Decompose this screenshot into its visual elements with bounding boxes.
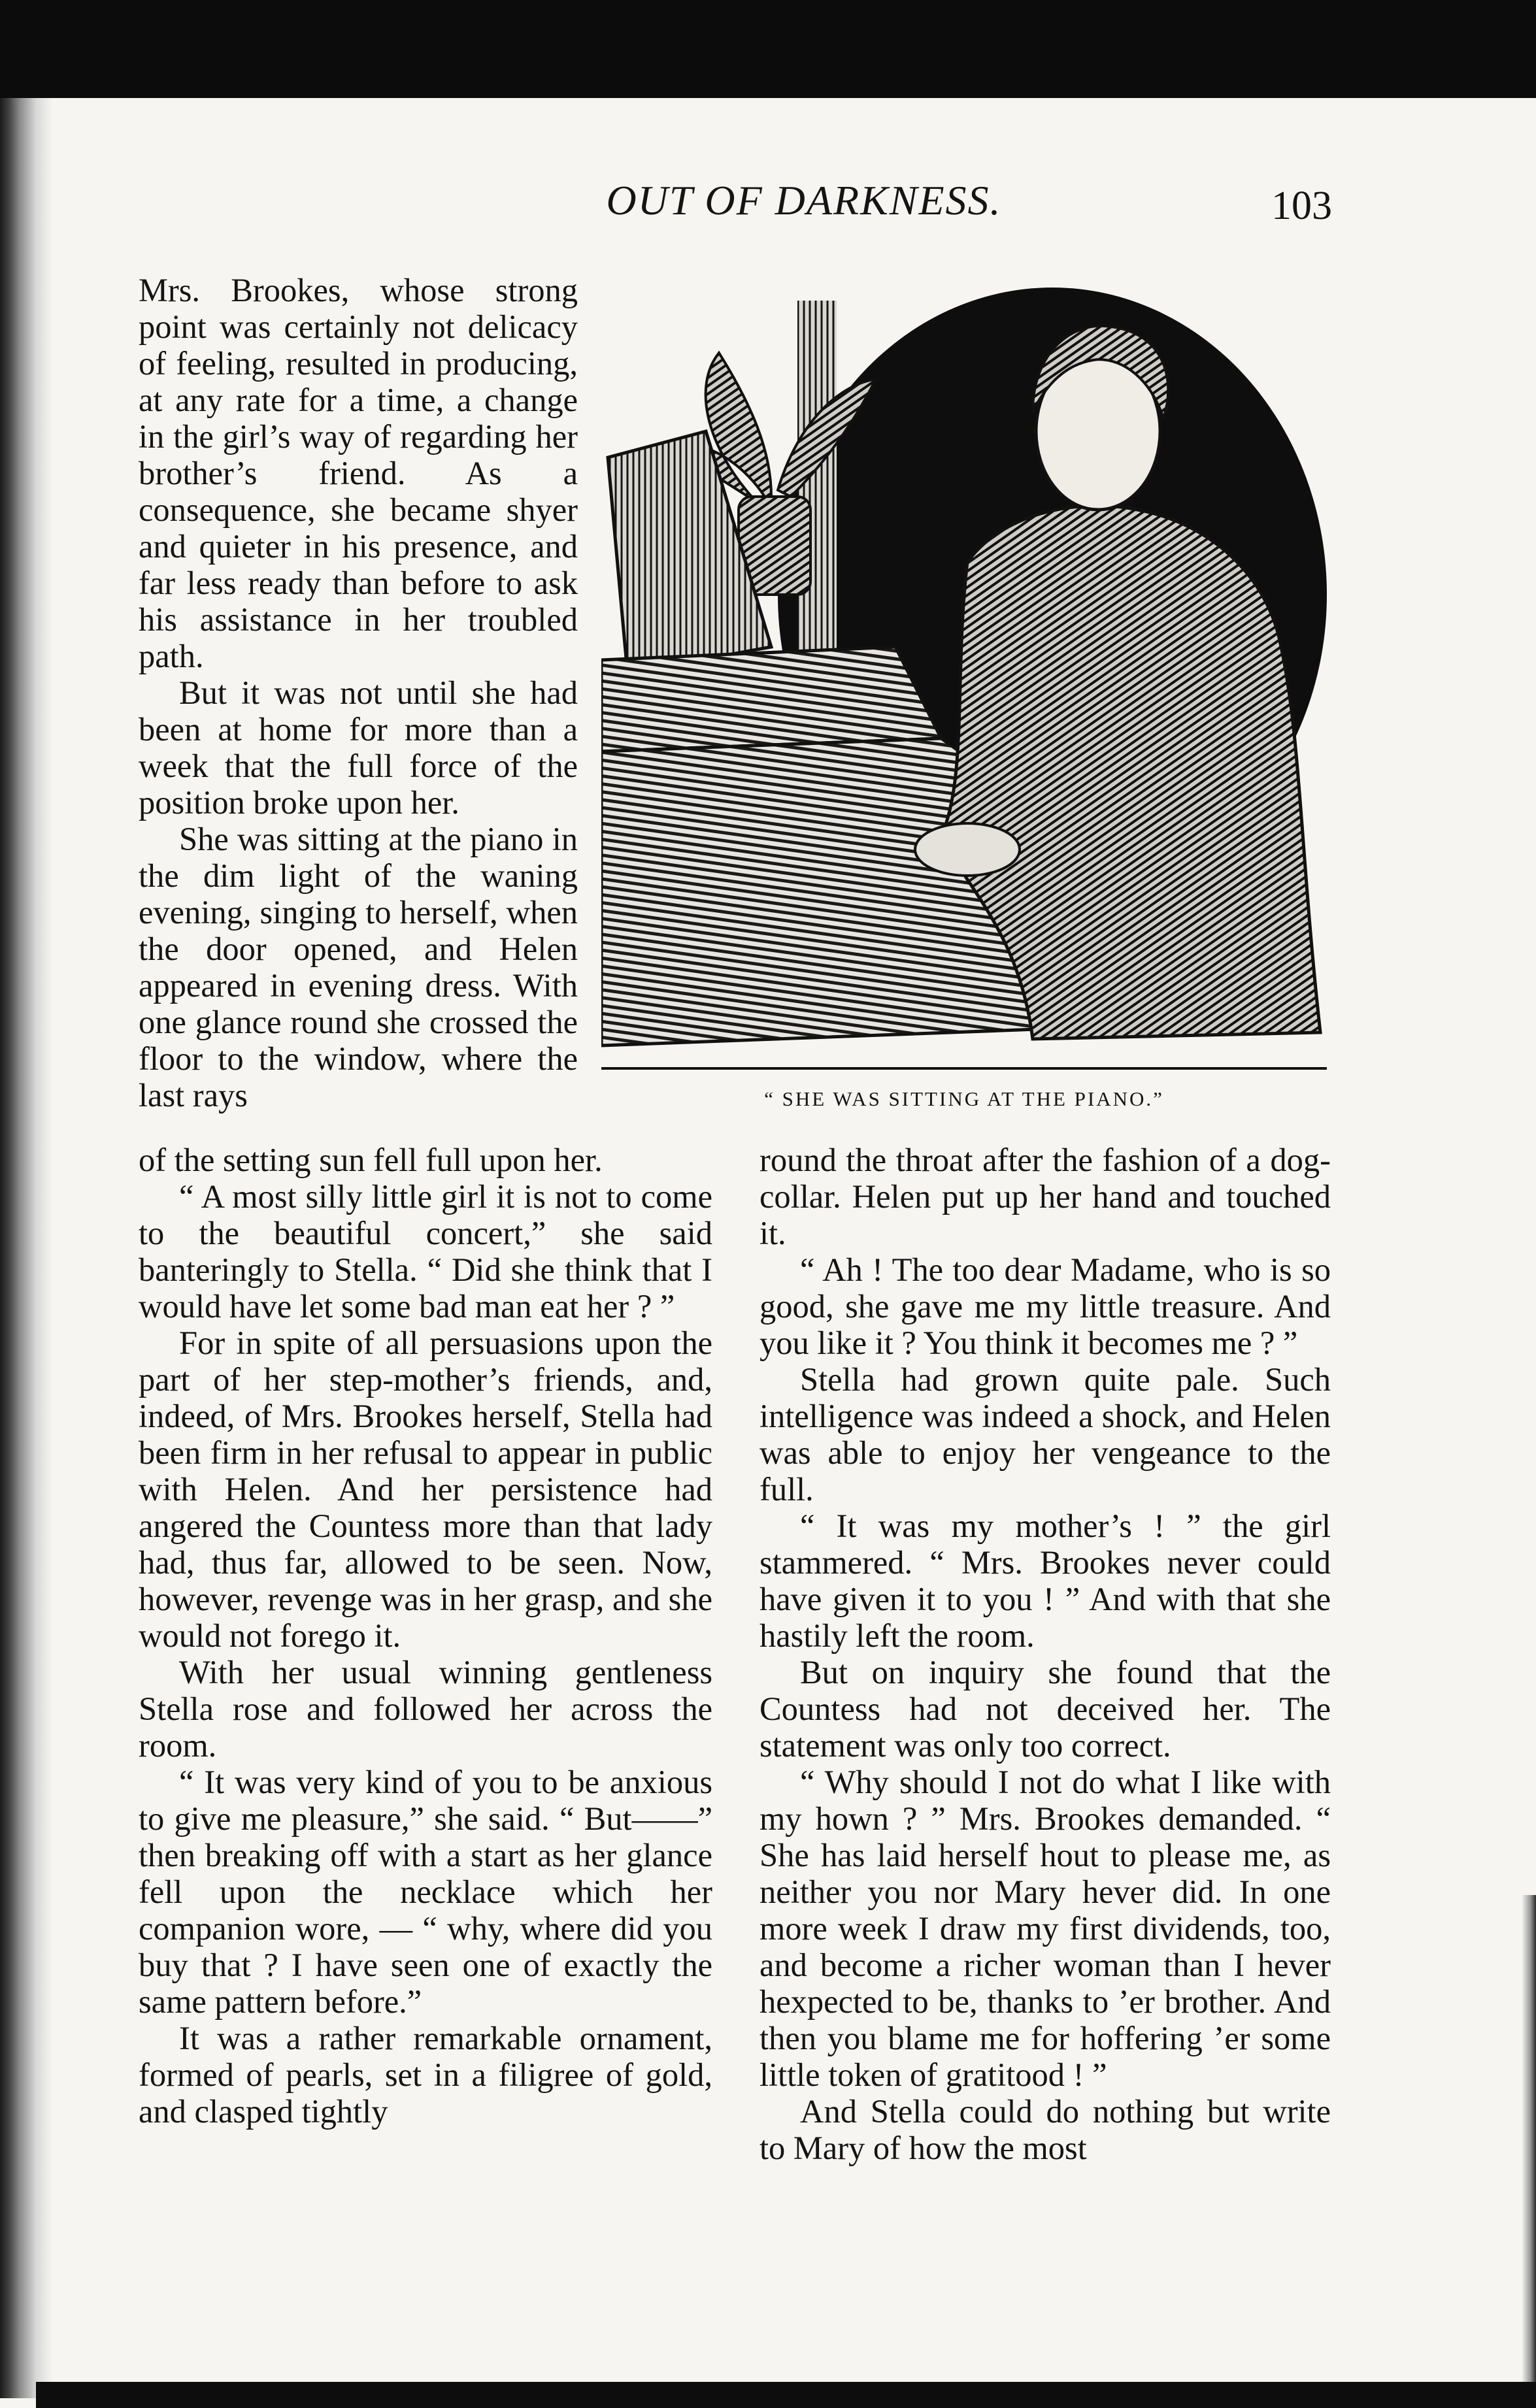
scan-binding-edge [0, 98, 52, 2398]
paragraph: Mrs. Brookes, whose strong point was certainly not delicacy of feeling, resulted in producing, at any rate for a time, a change in the girl’s way of regarding her brother’s friend. As a consequence, she became shyer and quieter in his presence, and far less ready than before to ask his assistance in her troubled path. [139, 272, 578, 674]
paragraph: “ A most silly little girl it is not to come to the beautiful concert,” she said banteringly to Stella. “ Did she think that I would have let some bad man eat her ? ” [139, 1178, 712, 1325]
paragraph: “ Why should I not do what I like with my hown ? ” Mrs. Brookes demanded. “ She has laid herself hout to please me, as neither you nor Mary hever did. In one more week I draw my first dividends, too, and become a richer woman than I hever hexpected to be, thanks to ’er brother. And then you blame me for hoffering ’er some little token of gratitood ! ” [760, 1764, 1331, 2093]
paragraph: But on inquiry she found that the Countess had not deceived her. The statement was only too correct. [760, 1654, 1331, 1764]
paragraph: It was a rather remarkable ornament, formed of pearls, set in a filigree of gold, and clasped tightly [139, 2020, 712, 2130]
paragraph: of the setting sun fell full upon her. [139, 1142, 603, 1178]
paragraph: For in spite of all persuasions upon the part of her step-mother’s friends, and, indeed, of Mrs. Brookes herself, Stella had been firm in her refusal to appear in public with Helen. And her persistence had angered the Countess more than that lady had, thus far, allowed to be seen. Now, however, revenge was in her grasp, and she would not forego it. [139, 1325, 712, 1654]
piano-lid [601, 647, 941, 751]
scan-bottom-border [36, 2382, 1536, 2408]
column-left-top [139, 272, 578, 1113]
paragraph: “ It was my mother’s ! ” the girl stammered. “ Mrs. Brookes never could have given it to you ! ” And with that she hastily left the room. [760, 1508, 1331, 1654]
illustration-caption: “ SHE WAS SITTING AT THE PIANO.” [764, 1087, 1164, 1110]
scan-right-edge [1522, 1895, 1536, 2392]
paragraph: “ Ah ! The too dear Madame, who is so good, she gave me my little treasure. And you like it ? You think it becomes me ? ” [760, 1251, 1331, 1361]
paragraph: She was sitting at the piano in the dim light of the waning evening, singing to herself, when the door opened, and Helen appeared in evening dress. With one glance round she crossed the floor to the window, where the last rays [139, 821, 578, 1113]
paragraph: Stella had grown quite pale. Such intelligence was indeed a shock, and Helen was able to enjoy her vengeance to the full. [760, 1361, 1331, 1508]
paragraph: And Stella could do nothing but write to Mary of how the most [760, 2093, 1331, 2166]
paragraph: round the throat after the fashion of a dog-collar. Helen put up her hand and touched it. [760, 1142, 1331, 1251]
paragraph: But it was not until she had been at home for more than a week that the full force of the position broke upon her. [139, 674, 578, 821]
column-left [139, 1142, 712, 2130]
paragraph: With her usual winning gentleness Stella rose and followed her across the room. [139, 1654, 712, 1764]
woman-hands [915, 823, 1020, 876]
scan-top-border [0, 0, 1536, 98]
page-number: 103 [1271, 184, 1332, 228]
column-right [760, 1142, 1331, 2166]
running-head: OUT OF DARKNESS. [606, 177, 1002, 223]
piano-engraving [601, 281, 1327, 1072]
paragraph: “ It was very kind of you to be anxious to give me pleasure,” she said. “ But——” then breaking off with a start as her glance fell upon the necklace which her companion wore, — “ why, where did you buy that ? I have seen one of exactly the same pattern before.” [139, 1764, 712, 2020]
